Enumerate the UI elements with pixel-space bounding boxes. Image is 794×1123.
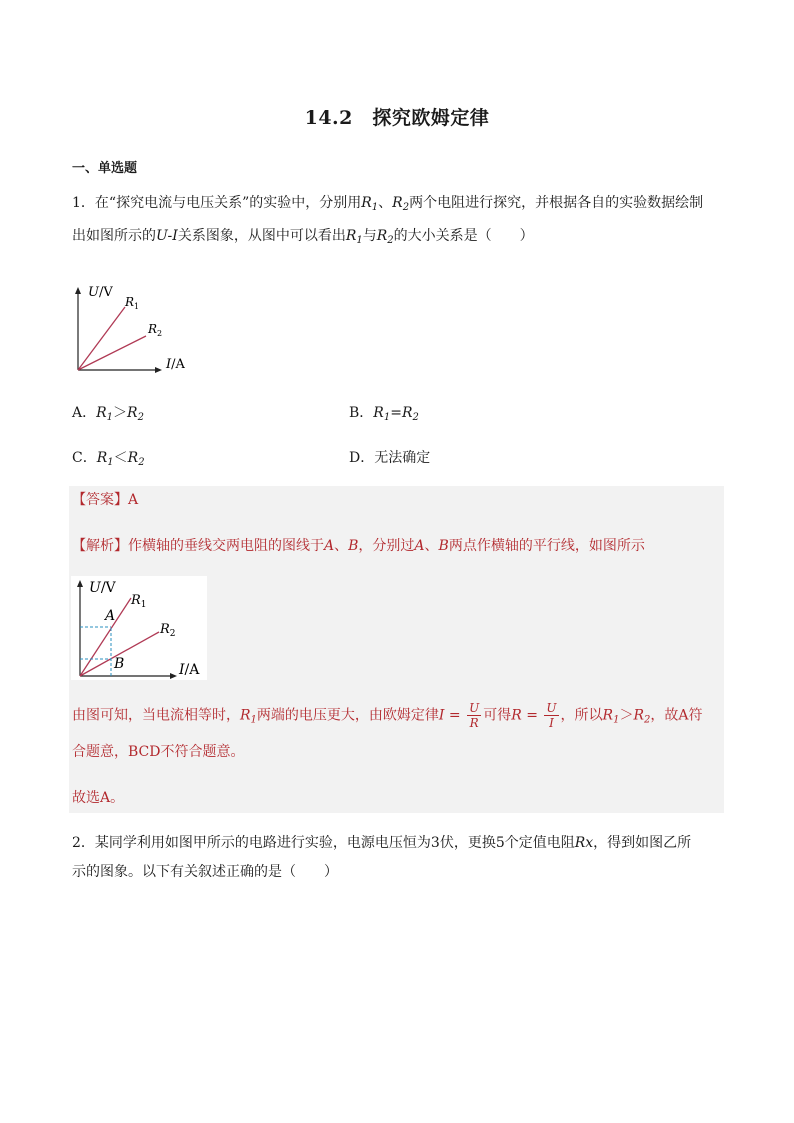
r2-line xyxy=(78,336,146,370)
r1-symbol: R xyxy=(240,707,251,724)
conclusion-line xyxy=(72,701,726,735)
q1-text-e: 与 xyxy=(362,228,377,244)
q1-text-c: 出如图所示的 xyxy=(72,228,156,244)
r1-subscript: 1 xyxy=(613,714,620,726)
ui-symbol: U-I xyxy=(156,228,178,244)
conclusion-c: 可得 xyxy=(483,707,512,724)
point-b-label: B xyxy=(114,656,125,672)
r2-label: $R_2$ xyxy=(148,322,163,338)
denominator: I xyxy=(549,716,554,730)
operator: ＜ xyxy=(113,450,128,466)
y-axis-arrow xyxy=(75,287,81,294)
option-d[interactable] xyxy=(349,447,430,467)
r2-subscript: 2 xyxy=(644,714,651,726)
rhs: R xyxy=(127,405,138,421)
greater-than: ＞ xyxy=(619,707,634,724)
answer-value: A xyxy=(128,492,139,508)
x-axis-label: I/A xyxy=(166,357,185,372)
ui-graph xyxy=(68,284,198,379)
conclusion-e: ，故A符 xyxy=(650,707,703,724)
r1-subscript: 1 xyxy=(250,714,257,726)
denominator: R xyxy=(469,716,479,730)
final-answer xyxy=(72,784,726,813)
section-heading: 一、单选题 xyxy=(72,161,138,176)
point-a: A xyxy=(414,538,425,554)
lhs: R xyxy=(96,450,108,466)
q1-text-b: 两个电阻进行探究，并根据各自的实验数据绘制 xyxy=(409,195,704,211)
rhs-sub: 2 xyxy=(137,412,144,423)
r2-subscript: 2 xyxy=(387,235,394,246)
option-letter: D． xyxy=(349,450,375,466)
conclusion-f: 合题意，BCD不符合题意。 xyxy=(72,744,245,760)
question-2-text xyxy=(72,829,726,887)
rhs: R xyxy=(127,450,139,466)
r2-symbol: R xyxy=(392,195,403,211)
x-axis-label: I/A xyxy=(179,662,200,678)
final-text: 故选A。 xyxy=(72,790,125,806)
rx-symbol: Rx xyxy=(574,835,594,851)
q1-sep: 、 xyxy=(378,195,393,211)
equals-sign: = xyxy=(521,707,543,724)
point-b: B xyxy=(348,538,359,554)
x-axis-arrow xyxy=(155,367,162,373)
lhs: R xyxy=(96,405,107,421)
rhs-sub: 2 xyxy=(138,457,145,468)
analysis-line xyxy=(72,532,726,561)
q1-text-f: 的大小关系是（ ） xyxy=(393,228,534,244)
point-b: B xyxy=(438,538,449,554)
r2-symbol: R xyxy=(376,228,388,244)
q1-text-d: 关系图象，从图中可以看出 xyxy=(177,228,346,244)
rhs-sub: 2 xyxy=(412,412,419,423)
q2-text-c: 示的图象。以下有关叙述正确的是（ ） xyxy=(72,864,338,880)
analysis-graph xyxy=(71,576,207,680)
fraction-u-over-i xyxy=(544,701,558,730)
point-a-label: A xyxy=(105,608,116,624)
rhs: R xyxy=(401,405,413,421)
lhs-sub: 1 xyxy=(383,412,391,423)
lhs-sub: 1 xyxy=(107,457,114,468)
lhs-sub: 1 xyxy=(106,412,114,423)
numerator: U xyxy=(469,701,480,715)
page-title: 14.2 探究欧姆定律 xyxy=(304,107,490,129)
lhs: R xyxy=(373,405,384,421)
conclusion-line-2 xyxy=(72,738,726,767)
question-1-text xyxy=(72,189,726,255)
option-text: 无法确定 xyxy=(374,450,431,466)
conclusion-b: 两端的电压更大，由欧姆定律 xyxy=(256,707,439,724)
question-number: 2． xyxy=(72,835,95,851)
option-letter: C． xyxy=(72,450,97,466)
equals-sign: = xyxy=(444,707,466,724)
r1-symbol: R xyxy=(602,707,614,724)
r2-label: $R_2$ xyxy=(160,622,176,639)
point-a: A xyxy=(324,538,335,554)
y-axis-label: U/V xyxy=(89,580,116,596)
r1-line xyxy=(78,307,125,370)
analysis-b: ，分别过 xyxy=(358,538,415,554)
r1-symbol: R xyxy=(361,195,372,211)
r1-symbol: R xyxy=(345,228,357,244)
operator: = xyxy=(390,405,402,421)
q2-text-b: ，得到如图乙所 xyxy=(593,835,692,851)
r2-symbol: R xyxy=(633,707,644,724)
operator: ＞ xyxy=(113,405,128,421)
analysis-a: 作横轴的垂线交两电阻的图线于 xyxy=(128,538,324,554)
r1-subscript: 1 xyxy=(371,202,379,213)
r1-label: $R_1$ xyxy=(131,593,147,610)
formula-i: I xyxy=(438,707,445,724)
question-number: 1． xyxy=(72,195,95,211)
sep: 、 xyxy=(424,538,439,554)
sep: 、 xyxy=(334,538,349,554)
conclusion-d: ，所以 xyxy=(560,707,603,724)
option-b[interactable] xyxy=(349,402,419,423)
r1-label: $R_1$ xyxy=(125,295,140,311)
option-c[interactable] xyxy=(72,447,145,468)
conclusion-a: 由图可知，当电流相等时， xyxy=(72,707,240,724)
numerator: U xyxy=(546,701,557,715)
fraction-u-over-r xyxy=(467,701,481,730)
formula-r: R xyxy=(511,707,522,724)
analysis-c: 两点作横轴的平行线，如图所示 xyxy=(448,538,645,554)
analysis-label: 【解析】 xyxy=(72,538,128,554)
option-letter: B． xyxy=(349,405,374,421)
r2-subscript: 2 xyxy=(402,202,410,213)
answer-label: 【答案】 xyxy=(72,492,128,508)
r1-subscript: 1 xyxy=(356,235,363,246)
q2-text-a: 某同学利用如图甲所示的电路进行实验，电源电压恒为3伏，更换5个定值电阻 xyxy=(94,835,575,851)
option-a[interactable] xyxy=(72,402,144,423)
option-letter: A． xyxy=(72,405,97,421)
answer-line xyxy=(72,486,726,515)
q1-text-a: 在“探究电流与电压关系”的实验中，分别用 xyxy=(94,195,362,211)
y-axis-label: U/V xyxy=(88,285,113,300)
